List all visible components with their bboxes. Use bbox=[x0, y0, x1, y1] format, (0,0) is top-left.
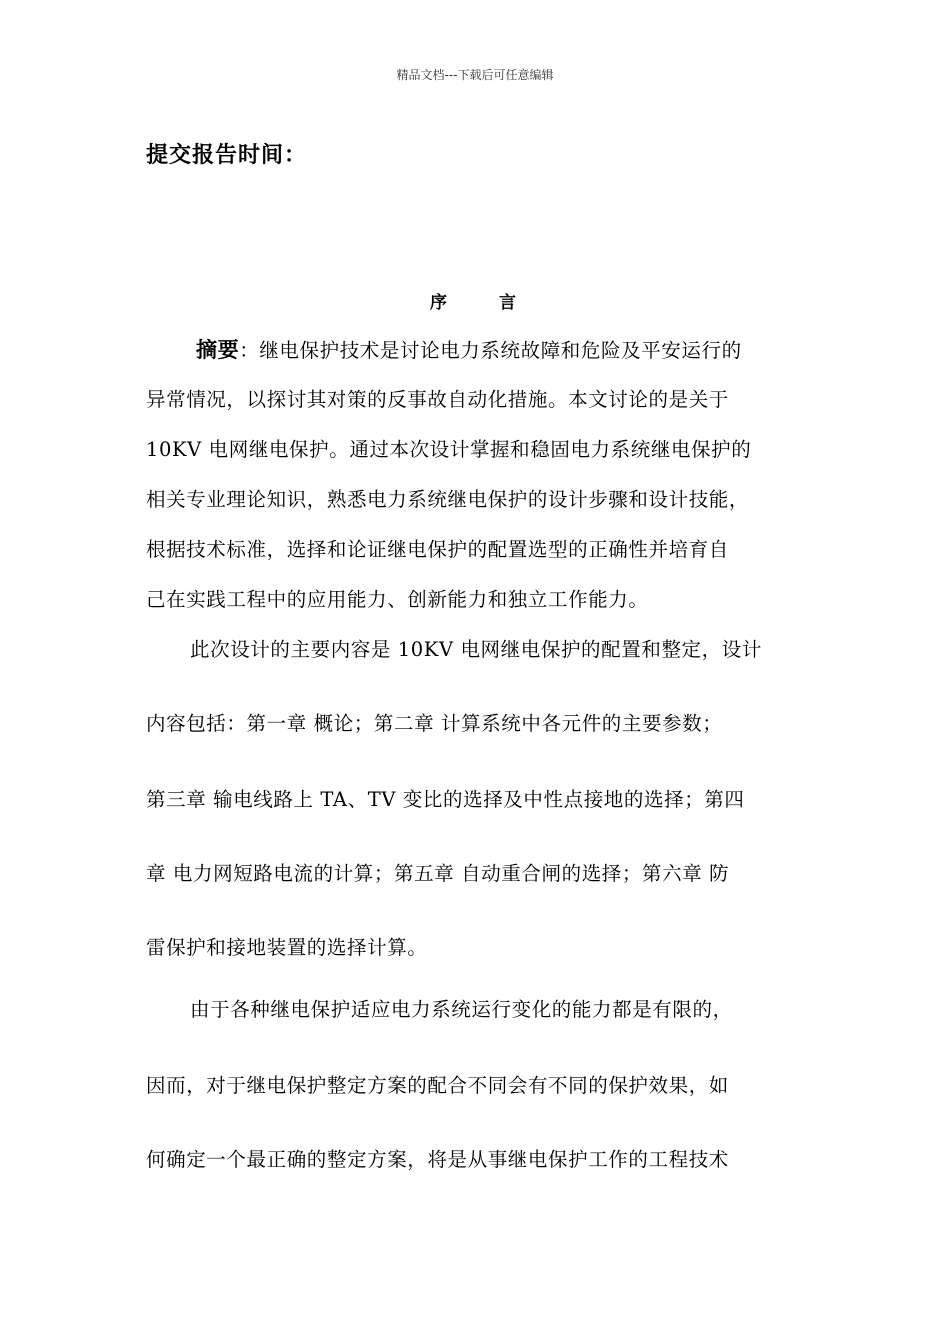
content-line-2: 内容包括：第一章 概论；第二章 计算系统中各元件的主要参数； bbox=[146, 712, 723, 735]
preface-title-char-2: 言 bbox=[499, 293, 516, 313]
closing-line-2: 因而，对于继电保护整定方案的配合不同会有不同的保护效果，如 bbox=[146, 1074, 729, 1097]
content-line-5: 雷保护和接地装置的选择计算。 bbox=[146, 936, 428, 959]
abstract-line-1 bbox=[196, 334, 742, 364]
preface-title-char-1: 序 bbox=[430, 293, 447, 313]
content-line-4: 章 电力网短路电流的计算；第五章 自动重合闸的选择；第六章 防 bbox=[146, 862, 730, 885]
abstract-label: 摘要 bbox=[196, 338, 240, 362]
report-time-label: 提交报告时间： bbox=[146, 143, 308, 168]
preface-title bbox=[430, 288, 516, 313]
abstract-line-3: 10KV 电网继电保护。通过本次设计掌握和稳固电力系统继电保护的 bbox=[146, 438, 752, 461]
closing-line-1: 由于各种继电保护适应电力系统运行变化的能力都是有限的， bbox=[190, 998, 733, 1021]
content-line-3: 第三章 输电线路上 TA、TV 变比的选择及中性点接地的选择；第四 bbox=[146, 788, 745, 811]
abstract-line-2: 异常情况，以探讨其对策的反事故自动化措施。本文讨论的是关于 bbox=[146, 388, 729, 411]
content-line-1: 此次设计的主要内容是 10KV 电网继电保护的配置和整定，设计 bbox=[190, 638, 762, 661]
abstract-line-5: 根据技术标准，选择和论证继电保护的配置选型的正确性并培育自 bbox=[146, 538, 729, 561]
abstract-line-6: 己在实践工程中的应用能力、创新能力和独立工作能力。 bbox=[146, 588, 649, 611]
abstract-text-1: ：继电保护技术是讨论电力系统故障和危险及平安运行的 bbox=[239, 339, 742, 362]
closing-line-3: 何确定一个最正确的整定方案，将是从事继电保护工作的工程技术 bbox=[146, 1148, 729, 1171]
header-watermark: 精品文档---下载后可任意编辑 bbox=[396, 68, 554, 82]
abstract-line-4: 相关专业理论知识，熟悉电力系统继电保护的设计步骤和设计技能， bbox=[146, 488, 750, 511]
